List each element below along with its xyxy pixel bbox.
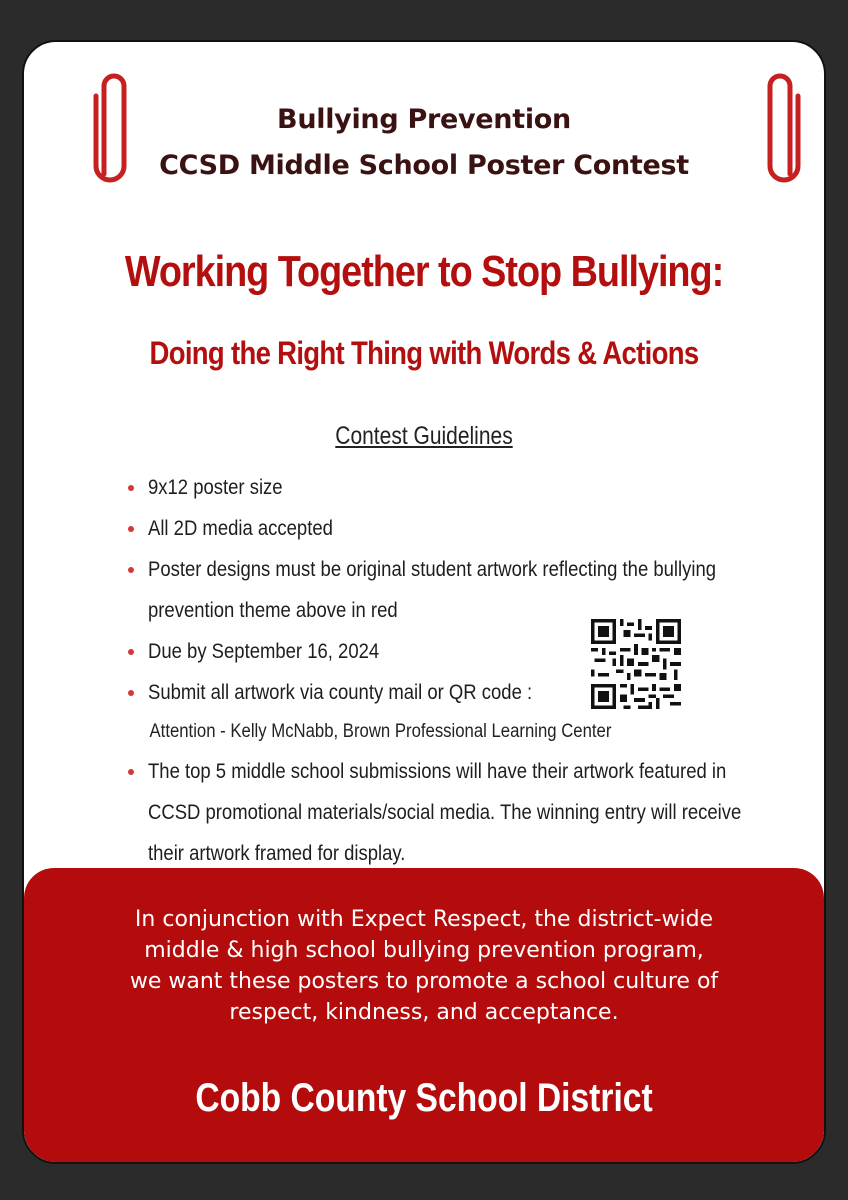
list-item-text-cont: their artwork framed for display.: [148, 842, 406, 865]
list-item-text: Submit all artwork via county mail or QR code :: [148, 681, 533, 704]
list-item-text-cont: prevention theme above in red: [148, 599, 398, 622]
list-item: [124, 751, 804, 874]
footer-line-4: respect, kindness, and acceptance.: [229, 1000, 619, 1025]
footer-message: [64, 904, 784, 1028]
list-item: [124, 549, 804, 631]
footer-line-2: middle & high school bullying prevention program,: [144, 938, 704, 963]
list-item: [124, 508, 804, 549]
list-item-text: The top 5 middle school submissions will have their artwork featured in: [148, 760, 727, 783]
list-item-text: All 2D media accepted: [148, 517, 333, 540]
list-item-text: 9x12 poster size: [148, 476, 283, 499]
header-line-1: Bullying Prevention: [277, 104, 571, 135]
qr-code-icon[interactable]: [591, 619, 681, 709]
list-item: [124, 672, 804, 713]
list-item-text-cont: CCSD promotional materials/social media. The winning entry will receive: [148, 801, 742, 824]
headline-title: Working Together to Stop Bullying:: [124, 247, 724, 296]
header-line-2: CCSD Middle School Poster Contest: [159, 150, 689, 181]
list-item: [124, 631, 804, 672]
list-item: [124, 467, 804, 508]
headline-subtitle: Doing the Right Thing with Words & Actions: [149, 335, 699, 371]
poster-card: [22, 40, 826, 1164]
attention-line: Attention - Kelly McNabb, Brown Professional Learning Center: [149, 721, 612, 742]
footer-line-3: we want these posters to promote a school culture of: [129, 969, 719, 994]
list-item-text: Poster designs must be original student artwork reflecting the bullying: [148, 558, 717, 581]
organization-name: Cobb County School District: [195, 1076, 653, 1120]
guidelines-list: [124, 467, 804, 874]
list-item-text: Due by September 16, 2024: [148, 640, 380, 663]
footer-line-1: In conjunction with Expect Respect, the district-wide: [134, 907, 714, 932]
guidelines-title: Contest Guidelines: [335, 422, 513, 450]
footer-banner: [24, 868, 824, 1164]
